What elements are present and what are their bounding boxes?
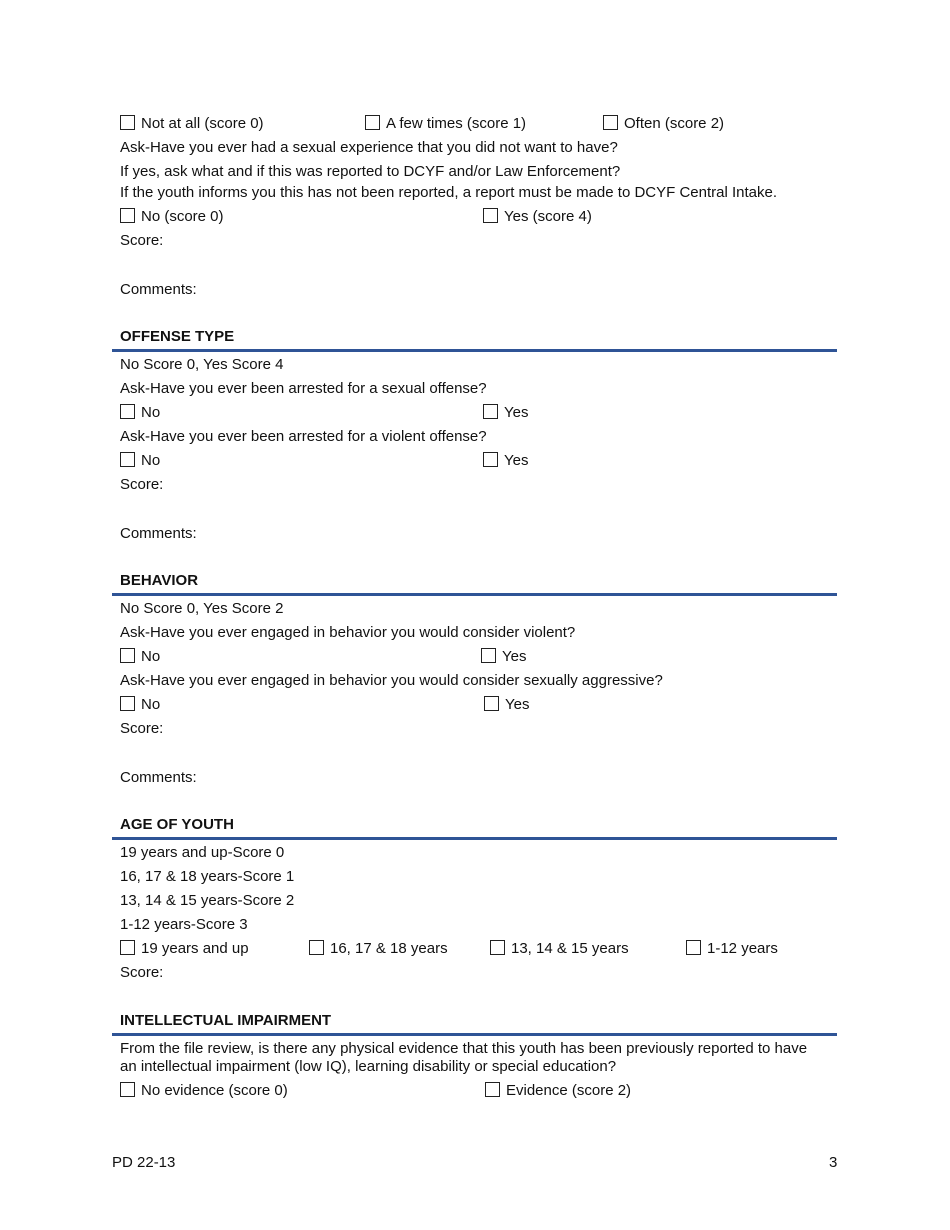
- checkbox-box[interactable]: [483, 452, 498, 467]
- checkbox-box[interactable]: [686, 940, 701, 955]
- checkbox-box[interactable]: [365, 115, 380, 130]
- checkbox-label: No: [141, 452, 161, 469]
- checkbox-box[interactable]: [483, 404, 498, 419]
- checkbox-box[interactable]: [120, 208, 135, 223]
- checkbox-often[interactable]: [603, 115, 724, 133]
- section-heading-age: AGE OF YOUTH: [120, 816, 234, 833]
- checkbox-box[interactable]: [120, 648, 135, 663]
- age-scale: 16, 17 & 18 years-Score 1: [120, 868, 295, 885]
- question-violent-offense: Ask-Have you ever been arrested for a violent offense?: [120, 428, 487, 445]
- checkbox-aggressive-no[interactable]: [120, 696, 160, 714]
- checkbox-age-19-up[interactable]: [120, 940, 249, 958]
- score-label: Score:: [120, 232, 164, 249]
- comments-label: Comments:: [120, 525, 197, 542]
- score-label: Score:: [120, 964, 164, 981]
- checkbox-age-13-15[interactable]: [490, 940, 629, 958]
- question-reported: If yes, ask what and if this was reported to DCYF and/or Law Enforcement?: [120, 163, 621, 180]
- checkbox-violent-offense-no[interactable]: [120, 452, 160, 470]
- checkbox-label: No: [141, 648, 161, 665]
- checkbox-label: A few times (score 1): [386, 115, 527, 132]
- checkbox-box[interactable]: [483, 208, 498, 223]
- checkbox-label: 16, 17 & 18 years: [330, 940, 448, 957]
- checkbox-age-16-18[interactable]: [309, 940, 448, 958]
- checkbox-box[interactable]: [120, 1082, 135, 1097]
- question-sexual-offense: Ask-Have you ever been arrested for a sexual offense?: [120, 380, 487, 397]
- checkbox-box[interactable]: [120, 115, 135, 130]
- checkbox-box[interactable]: [120, 404, 135, 419]
- checkbox-box[interactable]: [603, 115, 618, 130]
- checkbox-label: Yes: [502, 648, 527, 665]
- checkbox-box[interactable]: [120, 452, 135, 467]
- question-intellectual-impairment: From the file review, is there any physical evidence that this youth has been previously reported to have an intellectual impairment (low IQ), learning disability or special education?: [120, 1040, 808, 1075]
- checkbox-box[interactable]: [485, 1082, 500, 1097]
- section-divider: [112, 837, 837, 840]
- checkbox-violent-offense-yes[interactable]: [483, 452, 528, 470]
- section-heading-offense-type: OFFENSE TYPE: [120, 328, 235, 345]
- section-divider: [112, 349, 837, 352]
- question-unwanted-experience: Ask-Have you ever had a sexual experience that you did not want to have?: [120, 139, 618, 156]
- section-divider: [112, 1033, 837, 1036]
- checkbox-label: 1-12 years: [707, 940, 778, 957]
- checkbox-label: Yes (score 4): [504, 208, 592, 225]
- checkbox-label: Yes: [504, 404, 529, 421]
- scoring-rule: No Score 0, Yes Score 4: [120, 356, 284, 373]
- checkbox-box[interactable]: [120, 940, 135, 955]
- section-heading-behavior: BEHAVIOR: [120, 572, 199, 589]
- checkbox-sexual-offense-no[interactable]: [120, 404, 160, 422]
- score-label: Score:: [120, 476, 164, 493]
- checkbox-box[interactable]: [120, 696, 135, 711]
- scoring-rule: No Score 0, Yes Score 2: [120, 600, 284, 617]
- checkbox-label: No (score 0): [141, 208, 224, 225]
- checkbox-label: No evidence (score 0): [141, 1082, 288, 1099]
- section-heading-intellectual: INTELLECTUAL IMPAIRMENT: [120, 1012, 332, 1029]
- checkbox-box[interactable]: [309, 940, 324, 955]
- question-violent-behavior: Ask-Have you ever engaged in behavior you would consider violent?: [120, 624, 576, 641]
- checkbox-box[interactable]: [490, 940, 505, 955]
- age-scale: 19 years and up-Score 0: [120, 844, 285, 861]
- age-scale: 1-12 years-Score 3: [120, 916, 248, 933]
- checkbox-box[interactable]: [481, 648, 496, 663]
- comments-label: Comments:: [120, 281, 197, 298]
- checkbox-not-at-all[interactable]: [120, 115, 264, 133]
- checkbox-no-score-0[interactable]: [120, 208, 224, 226]
- checkbox-sexual-offense-yes[interactable]: [483, 404, 528, 422]
- checkbox-violent-behavior-no[interactable]: [120, 648, 160, 666]
- checkbox-label: No: [141, 696, 161, 713]
- comments-label: Comments:: [120, 769, 197, 786]
- checkbox-evidence[interactable]: [485, 1082, 631, 1100]
- checkbox-aggressive-yes[interactable]: [484, 696, 529, 714]
- checkbox-label: No: [141, 404, 161, 421]
- question-sexually-aggressive: Ask-Have you ever engaged in behavior you would consider sexually aggressive?: [120, 672, 663, 689]
- checkbox-label: Evidence (score 2): [506, 1082, 632, 1099]
- footer-doc-id: PD 22-13: [112, 1154, 176, 1171]
- instruction-report: If the youth informs you this has not been reported, a report must be made to DCYF Central Intake.: [120, 184, 778, 201]
- checkbox-age-1-12[interactable]: [686, 940, 778, 958]
- checkbox-violent-behavior-yes[interactable]: [481, 648, 526, 666]
- checkbox-no-evidence[interactable]: [120, 1082, 288, 1100]
- checkbox-yes-score-4[interactable]: [483, 208, 592, 226]
- score-label: Score:: [120, 720, 164, 737]
- checkbox-label: Yes: [504, 452, 529, 469]
- checkbox-label: Not at all (score 0): [141, 115, 264, 132]
- checkbox-label: Often (score 2): [624, 115, 725, 132]
- checkbox-label: 19 years and up: [141, 940, 249, 957]
- checkbox-label: 13, 14 & 15 years: [511, 940, 629, 957]
- section-divider: [112, 593, 837, 596]
- checkbox-a-few-times[interactable]: [365, 115, 526, 133]
- footer-page-number: 3: [829, 1154, 838, 1171]
- age-scale: 13, 14 & 15 years-Score 2: [120, 892, 295, 909]
- checkbox-box[interactable]: [484, 696, 499, 711]
- checkbox-label: Yes: [505, 696, 530, 713]
